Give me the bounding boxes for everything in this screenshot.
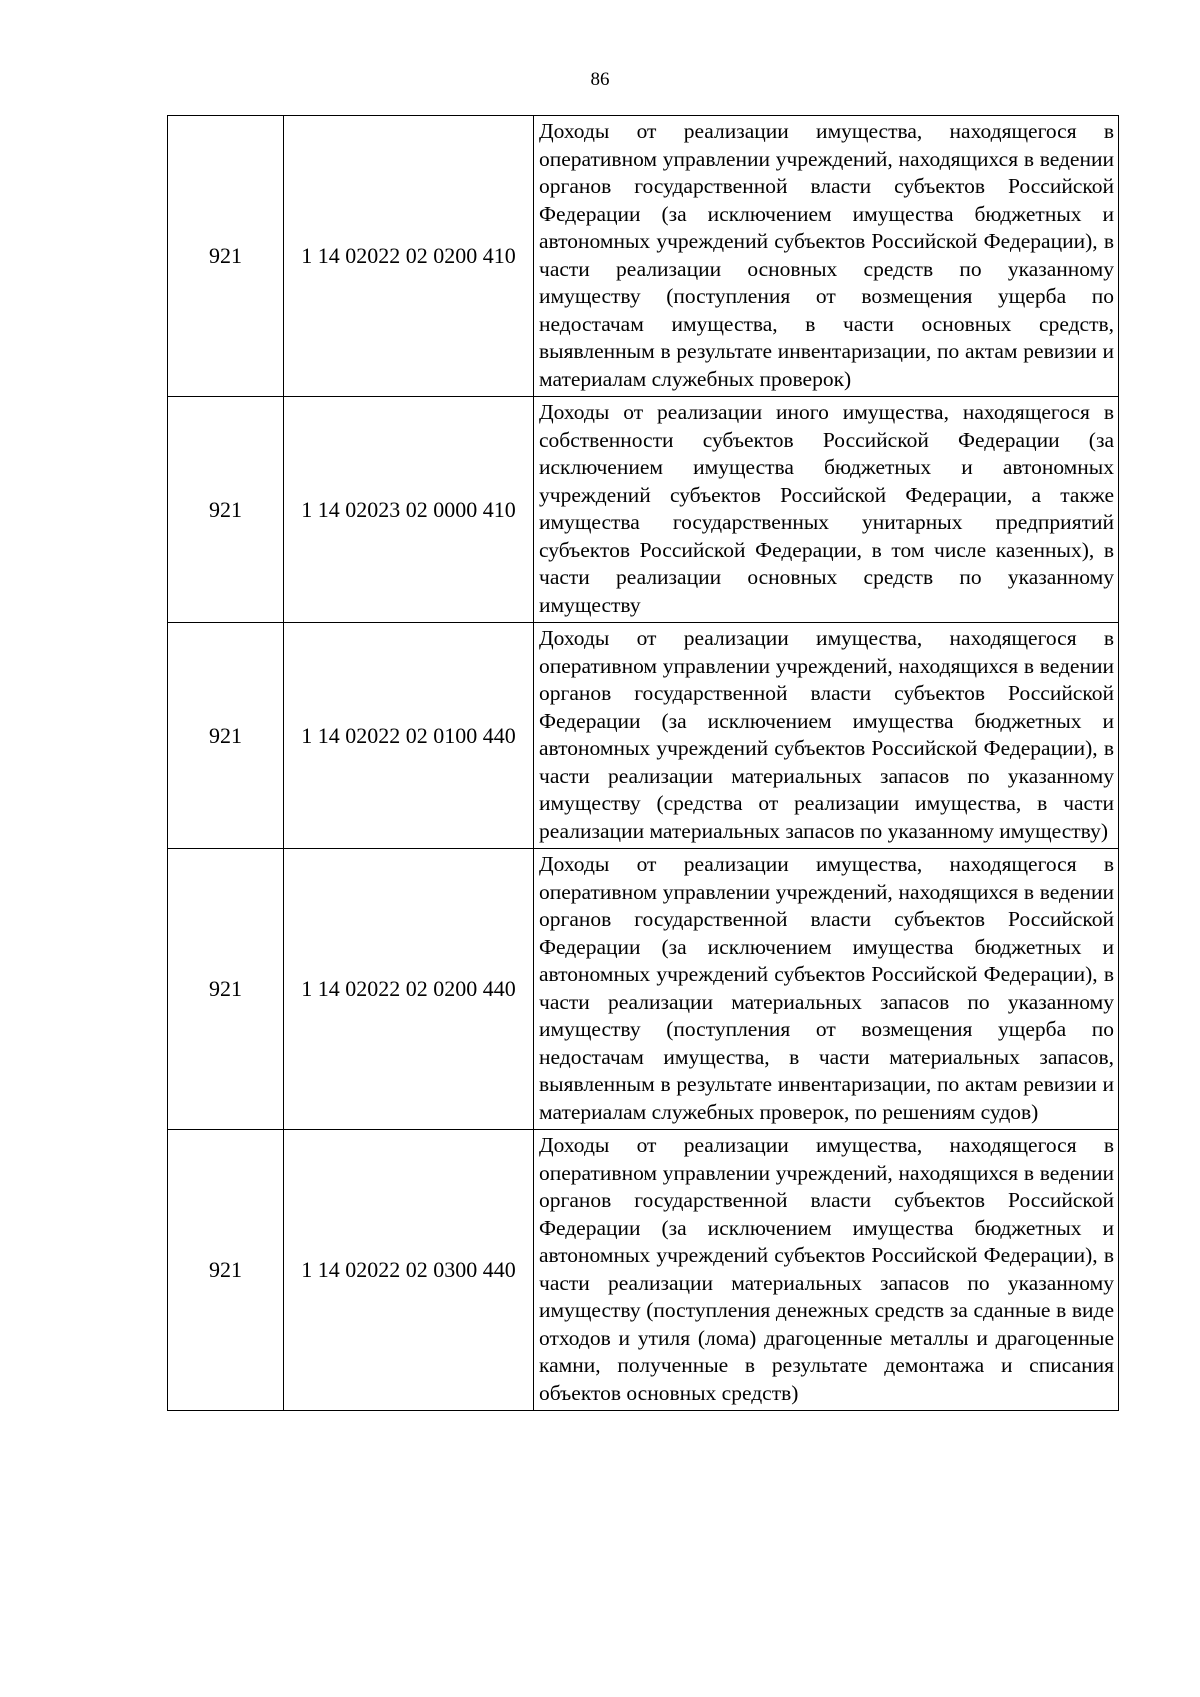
revenue-name-cell: Доходы от реализации иного имущества, находящегося в собственности субъектов Российской Федерации (за исключением имущества бюджетных и автономных учреждений субъектов Российской Федерации, а также имущества государственных унитарных предприятий субъектов Российской Федерации, в том числе казенных), в части реализации основных средств по указанному имуществу: [534, 397, 1119, 623]
page-number: 86: [590, 69, 610, 90]
kbk-code-cell: 1 14 02022 02 0300 440: [284, 1130, 534, 1411]
admin-code-cell: 921: [168, 849, 284, 1130]
kbk-code-cell: 1 14 02022 02 0200 410: [284, 116, 534, 397]
revenue-name-cell: Доходы от реализации имущества, находящегося в оперативном управлении учреждений, находящихся в ведении органов государственной власти субъектов Российской Федерации (за исключением имущества бюджетных и автономных учреждений субъектов Российской Федерации), в части реализации основных средств по указанному имуществу (поступления от возмещения ущерба по недостачам имущества, в части основных средств, выявленным в результате инвентаризации, по актам ревизии и материалам служебных проверок): [534, 116, 1119, 397]
table-row: [168, 397, 1119, 623]
revenue-name-cell: Доходы от реализации имущества, находящегося в оперативном управлении учреждений, находящихся в ведении органов государственной власти субъектов Российской Федерации (за исключением имущества бюджетных и автономных учреждений субъектов Российской Федерации), в части реализации материальных запасов по указанному имуществу (средства от реализации имущества, в части реализации материальных запасов по указанному имуществу): [534, 623, 1119, 849]
table-row: [168, 623, 1119, 849]
admin-code-cell: 921: [168, 1130, 284, 1411]
kbk-code-cell: 1 14 02022 02 0100 440: [284, 623, 534, 849]
admin-code-cell: 921: [168, 116, 284, 397]
revenue-name-cell: Доходы от реализации имущества, находящегося в оперативном управлении учреждений, находящихся в ведении органов государственной власти субъектов Российской Федерации (за исключением имущества бюджетных и автономных учреждений субъектов Российской Федерации), в части реализации материальных запасов по указанному имуществу (поступления от возмещения ущерба по недостачам имущества, в части материальных запасов, выявленным в результате инвентаризации, по актам ревизии и материалам служебных проверок, по решениям судов): [534, 849, 1119, 1130]
kbk-code-cell: 1 14 02023 02 0000 410: [284, 397, 534, 623]
revenue-classification-table: [167, 115, 1119, 1411]
admin-code-cell: 921: [168, 397, 284, 623]
revenue-name-cell: Доходы от реализации имущества, находящегося в оперативном управлении учреждений, находящихся в ведении органов государственной власти субъектов Российской Федерации (за исключением имущества бюджетных и автономных учреждений субъектов Российской Федерации), в части реализации материальных запасов по указанному имуществу (поступления денежных средств за сданные в виде отходов и утиля (лома) драгоценные металлы и драгоценные камни, полученные в результате демонтажа и списания объектов основных средств): [534, 1130, 1119, 1411]
table-row: [168, 116, 1119, 397]
kbk-code-cell: 1 14 02022 02 0200 440: [284, 849, 534, 1130]
table-row: [168, 1130, 1119, 1411]
admin-code-cell: 921: [168, 623, 284, 849]
table-row: [168, 849, 1119, 1130]
